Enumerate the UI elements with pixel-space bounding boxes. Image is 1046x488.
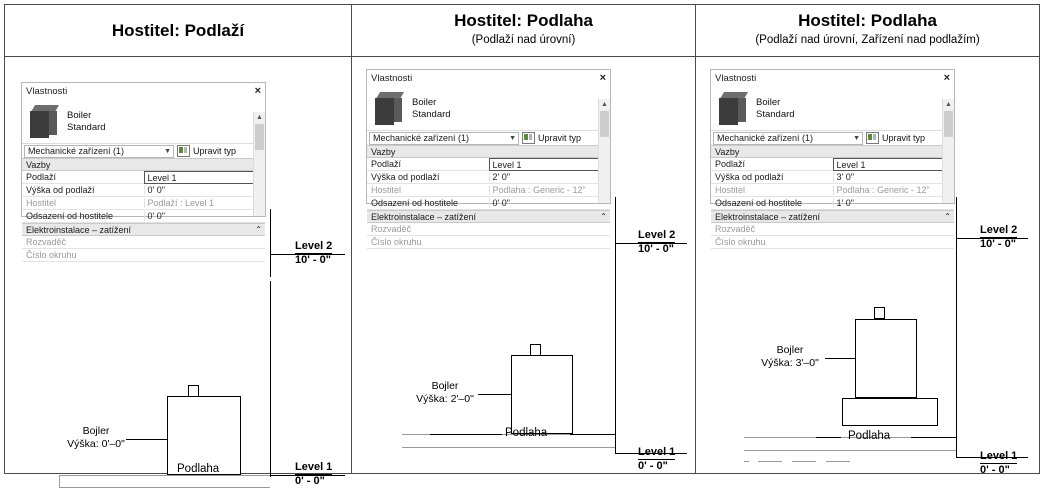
boiler-base-slab [842,398,938,426]
chevron-up-icon[interactable]: ▲ [601,101,608,108]
scrollbar-thumb[interactable] [944,111,953,137]
table-row [22,236,265,249]
property-key: Podlaží [715,159,746,169]
column-2-body [352,57,695,473]
boiler-body [511,355,573,434]
table-row [367,236,610,249]
level-1-elevation: 0' - 0" [295,475,325,487]
property-value[interactable]: Level 1 [144,171,266,184]
table-row [367,223,610,236]
level-1-extension [956,267,957,457]
property-key: Číslo okruhu [715,237,766,247]
column-2-subtitle: (Podlaží nad úrovní) [471,34,576,46]
boiler-annotation-text: Bojler [776,344,804,356]
table-row [22,249,265,262]
palette-type-text-1 [67,110,106,134]
floor-annotation [848,429,890,443]
palette-type-preview-3 [711,86,954,130]
comparison-table [4,4,1040,487]
palette-type-text-3 [756,97,795,121]
property-key: Hostitel [371,185,402,195]
edit-type-label: Upravit typ [882,133,926,143]
table-row [22,197,265,210]
level-2-elevation: 10' - 0" [980,238,1016,250]
level-1-label [638,446,675,473]
column-3-body [696,57,1039,476]
grade-dash-3 [792,461,816,462]
floor-line-lower [744,450,956,451]
column-2-header [352,5,695,57]
palette-title-label: Vlastnosti [26,86,68,97]
property-value[interactable]: 1' 0" [833,198,955,208]
level-1-extension [270,281,271,477]
boiler-nozzle [530,344,541,356]
property-key: Číslo okruhu [371,237,422,247]
level-1-name: Level 1 [295,461,333,473]
section-label: Elektroinstalace – zatížení [371,211,477,222]
level-2-line [615,197,616,277]
collapse-icon[interactable]: ⌃ [944,212,951,221]
boiler-nozzle [874,307,885,319]
chevron-down-icon: ▼ [853,134,860,142]
category-combo-value: Mechanické zařízení (1) [373,133,470,143]
properties-palette-1 [21,82,266,260]
edit-type-icon [866,132,879,144]
boiler-thumbnail-icon [375,92,405,126]
floor-leader-left [816,437,841,438]
scrollbar-thumb[interactable] [600,111,609,137]
table-row[interactable] [367,158,610,171]
close-icon[interactable]: × [599,72,606,84]
table-row[interactable] [711,197,954,210]
column-3-title: Hostitel: Podlaha [798,11,937,30]
palette-title-bar-1 [22,83,265,99]
boiler-leader-line [478,394,511,395]
property-value[interactable]: 0' 0" [144,185,266,195]
section-header-constraints-3[interactable] [711,145,954,158]
property-value: Podlaha : Generic - 12" [489,185,611,195]
level-2-label [295,240,332,267]
property-key: Rozvaděč [715,224,756,234]
category-combo-value: Mechanické zařízení (1) [717,133,814,143]
close-icon[interactable]: × [254,85,261,97]
level-2-elevation: 10' - 0" [295,254,331,266]
property-key: Hostitel [715,185,746,195]
level-2-label [638,229,675,256]
table-row[interactable] [22,171,265,184]
family-label: Boiler [756,96,781,108]
floor-leader-left [430,434,502,435]
type-label: Standard [67,121,106,133]
collapse-icon[interactable]: ⌃ [600,212,607,221]
level-1-label [980,450,1017,477]
property-value[interactable]: 0' 0" [144,211,266,221]
floor-annotation [505,426,547,440]
level-2-line [270,209,271,277]
boiler-leader-line [126,439,167,440]
table-row[interactable] [22,210,265,223]
property-key: Rozvaděč [371,224,412,234]
boiler-annotation-sub: Výška: 0'–0" [67,438,125,450]
floor-line [59,475,270,476]
property-value: Podlaží : Level 1 [144,198,266,208]
property-key: Číslo okruhu [26,250,77,260]
level-2-elevation: 10' - 0" [638,243,674,255]
boiler-annotation [63,425,129,451]
column-2-title: Hostitel: Podlaha [454,11,593,30]
property-value[interactable]: Level 1 [833,158,955,171]
boiler-annotation-sub: Výška: 3'–0" [761,357,819,369]
level-2-line [956,197,957,275]
table-column-2 [352,4,696,474]
section-header-constraints-2[interactable] [367,145,610,158]
category-combo-3[interactable] [713,132,863,145]
edit-type-icon [522,132,535,144]
edit-type-button-1[interactable] [177,145,236,157]
close-icon[interactable]: × [943,72,950,84]
level-1-label [295,461,332,488]
palette-type-preview-1 [22,99,265,143]
grade-dash-2 [758,461,782,462]
palette-scrollbar-3[interactable] [942,99,954,203]
floor-line-lower [402,447,615,448]
property-key: Odsazení od hostitele [371,198,459,208]
table-row[interactable] [367,197,610,210]
property-key: Odsazení od hostitele [715,198,803,208]
level-2-name: Level 2 [295,240,333,252]
boiler-nozzle [188,385,199,397]
floor-leader-right [570,434,615,435]
section-label: Vazby [371,146,396,157]
level-1-name: Level 1 [980,450,1018,462]
chevron-down-icon: ▼ [164,147,171,155]
palette-selector-row-3 [711,130,954,145]
properties-palette-2 [366,69,611,247]
table-row [711,236,954,249]
section-label: Elektroinstalace – zatížení [26,224,132,235]
edit-type-label: Upravit typ [193,146,237,156]
chevron-down-icon: ▼ [509,134,516,142]
property-value[interactable]: 3' 0" [833,172,955,182]
boiler-annotation-sub: Výška: 2'–0" [416,393,474,405]
table-column-3 [696,4,1040,474]
category-combo-1[interactable] [24,145,174,158]
level-2-name: Level 2 [980,224,1018,236]
floor-line-left-edge [59,475,60,487]
type-label: Standard [756,108,795,120]
category-combo-value: Mechanické zařízení (1) [28,146,125,156]
section-header-electrical-3[interactable] [711,210,954,223]
edit-type-button-2[interactable] [522,132,581,144]
palette-scrollbar-1[interactable] [253,112,265,216]
level-2-name: Level 2 [638,229,676,241]
property-key: Odsazení od hostitele [26,211,114,221]
column-3-subtitle: (Podlaží nad úrovní, Zařízení nad podlažím) [755,34,980,46]
property-key: Výška od podlaží [371,172,440,182]
chevron-up-icon[interactable]: ▲ [945,101,952,108]
table-row[interactable] [22,184,265,197]
grade-dash-4 [826,461,850,462]
palette-scrollbar-2[interactable] [598,99,610,203]
floor-annotation-text: Podlaha [505,427,548,439]
floor-annotation-text: Podlaha [848,430,891,442]
boiler-annotation-text: Bojler [82,425,110,437]
section-label: Elektroinstalace – zatížení [715,211,821,222]
table-row[interactable] [711,171,954,184]
boiler-annotation [410,380,480,406]
floor-leader-right [911,437,956,438]
table-row[interactable] [711,158,954,171]
property-key: Výška od podlaží [26,185,95,195]
table-row [367,184,610,197]
column-1-header [5,5,351,57]
section-header-constraints-1[interactable] [22,158,265,171]
type-label: Standard [412,108,451,120]
table-row [711,223,954,236]
boiler-annotation [755,344,825,370]
category-combo-2[interactable] [369,132,519,145]
property-key: Podlaží [371,159,402,169]
palette-type-preview-2 [367,86,610,130]
table-row[interactable] [367,171,610,184]
floor-annotation-text: Podlaha [177,463,220,475]
property-value: Podlaha : Generic - 12" [833,185,955,195]
family-label: Boiler [67,109,92,121]
boiler-body [855,319,917,398]
property-value[interactable]: 2' 0" [489,172,611,182]
level-1-elevation: 0' - 0" [980,464,1010,476]
table-row [711,184,954,197]
level-2-label [980,224,1017,251]
level-1-name: Level 1 [638,446,676,458]
property-key: Hostitel [26,198,57,208]
edit-type-label: Upravit typ [538,133,582,143]
property-key: Podlaží [26,172,57,182]
boiler-thumbnail-icon [30,105,60,139]
section-label: Vazby [26,159,51,170]
palette-selector-row-1 [22,143,265,158]
floor-annotation [177,462,219,476]
column-3-header [696,5,1039,57]
property-key: Rozvaděč [26,237,67,247]
grade-dash-1 [744,461,749,462]
level-1-elevation: 0' - 0" [638,460,668,472]
palette-selector-row-2 [367,130,610,145]
section-header-electrical-1[interactable] [22,223,265,236]
collapse-icon[interactable]: ⌃ [255,225,262,234]
level-1-extension [615,271,616,453]
palette-title-bar-2 [367,70,610,86]
properties-palette-3 [710,69,955,247]
boiler-annotation-text: Bojler [431,380,459,392]
palette-type-text-2 [412,97,451,121]
boiler-leader-line [825,358,855,359]
property-value[interactable]: Level 1 [489,158,611,171]
palette-title-label: Vlastnosti [715,73,757,84]
property-value[interactable]: 0' 0" [489,198,611,208]
section-header-electrical-2[interactable] [367,210,610,223]
edit-type-button-3[interactable] [866,132,925,144]
scrollbar-thumb[interactable] [255,124,264,150]
palette-title-bar-3 [711,70,954,86]
property-key: Výška od podlaží [715,172,784,182]
column-1-body [5,57,351,487]
family-label: Boiler [412,96,437,108]
section-label: Vazby [715,146,740,157]
table-column-1 [4,4,352,487]
chevron-up-icon[interactable]: ▲ [256,114,263,121]
boiler-thumbnail-icon [719,92,749,126]
palette-title-label: Vlastnosti [371,73,413,84]
edit-type-icon [177,145,190,157]
column-1-title: Hostitel: Podlaží [111,21,245,40]
